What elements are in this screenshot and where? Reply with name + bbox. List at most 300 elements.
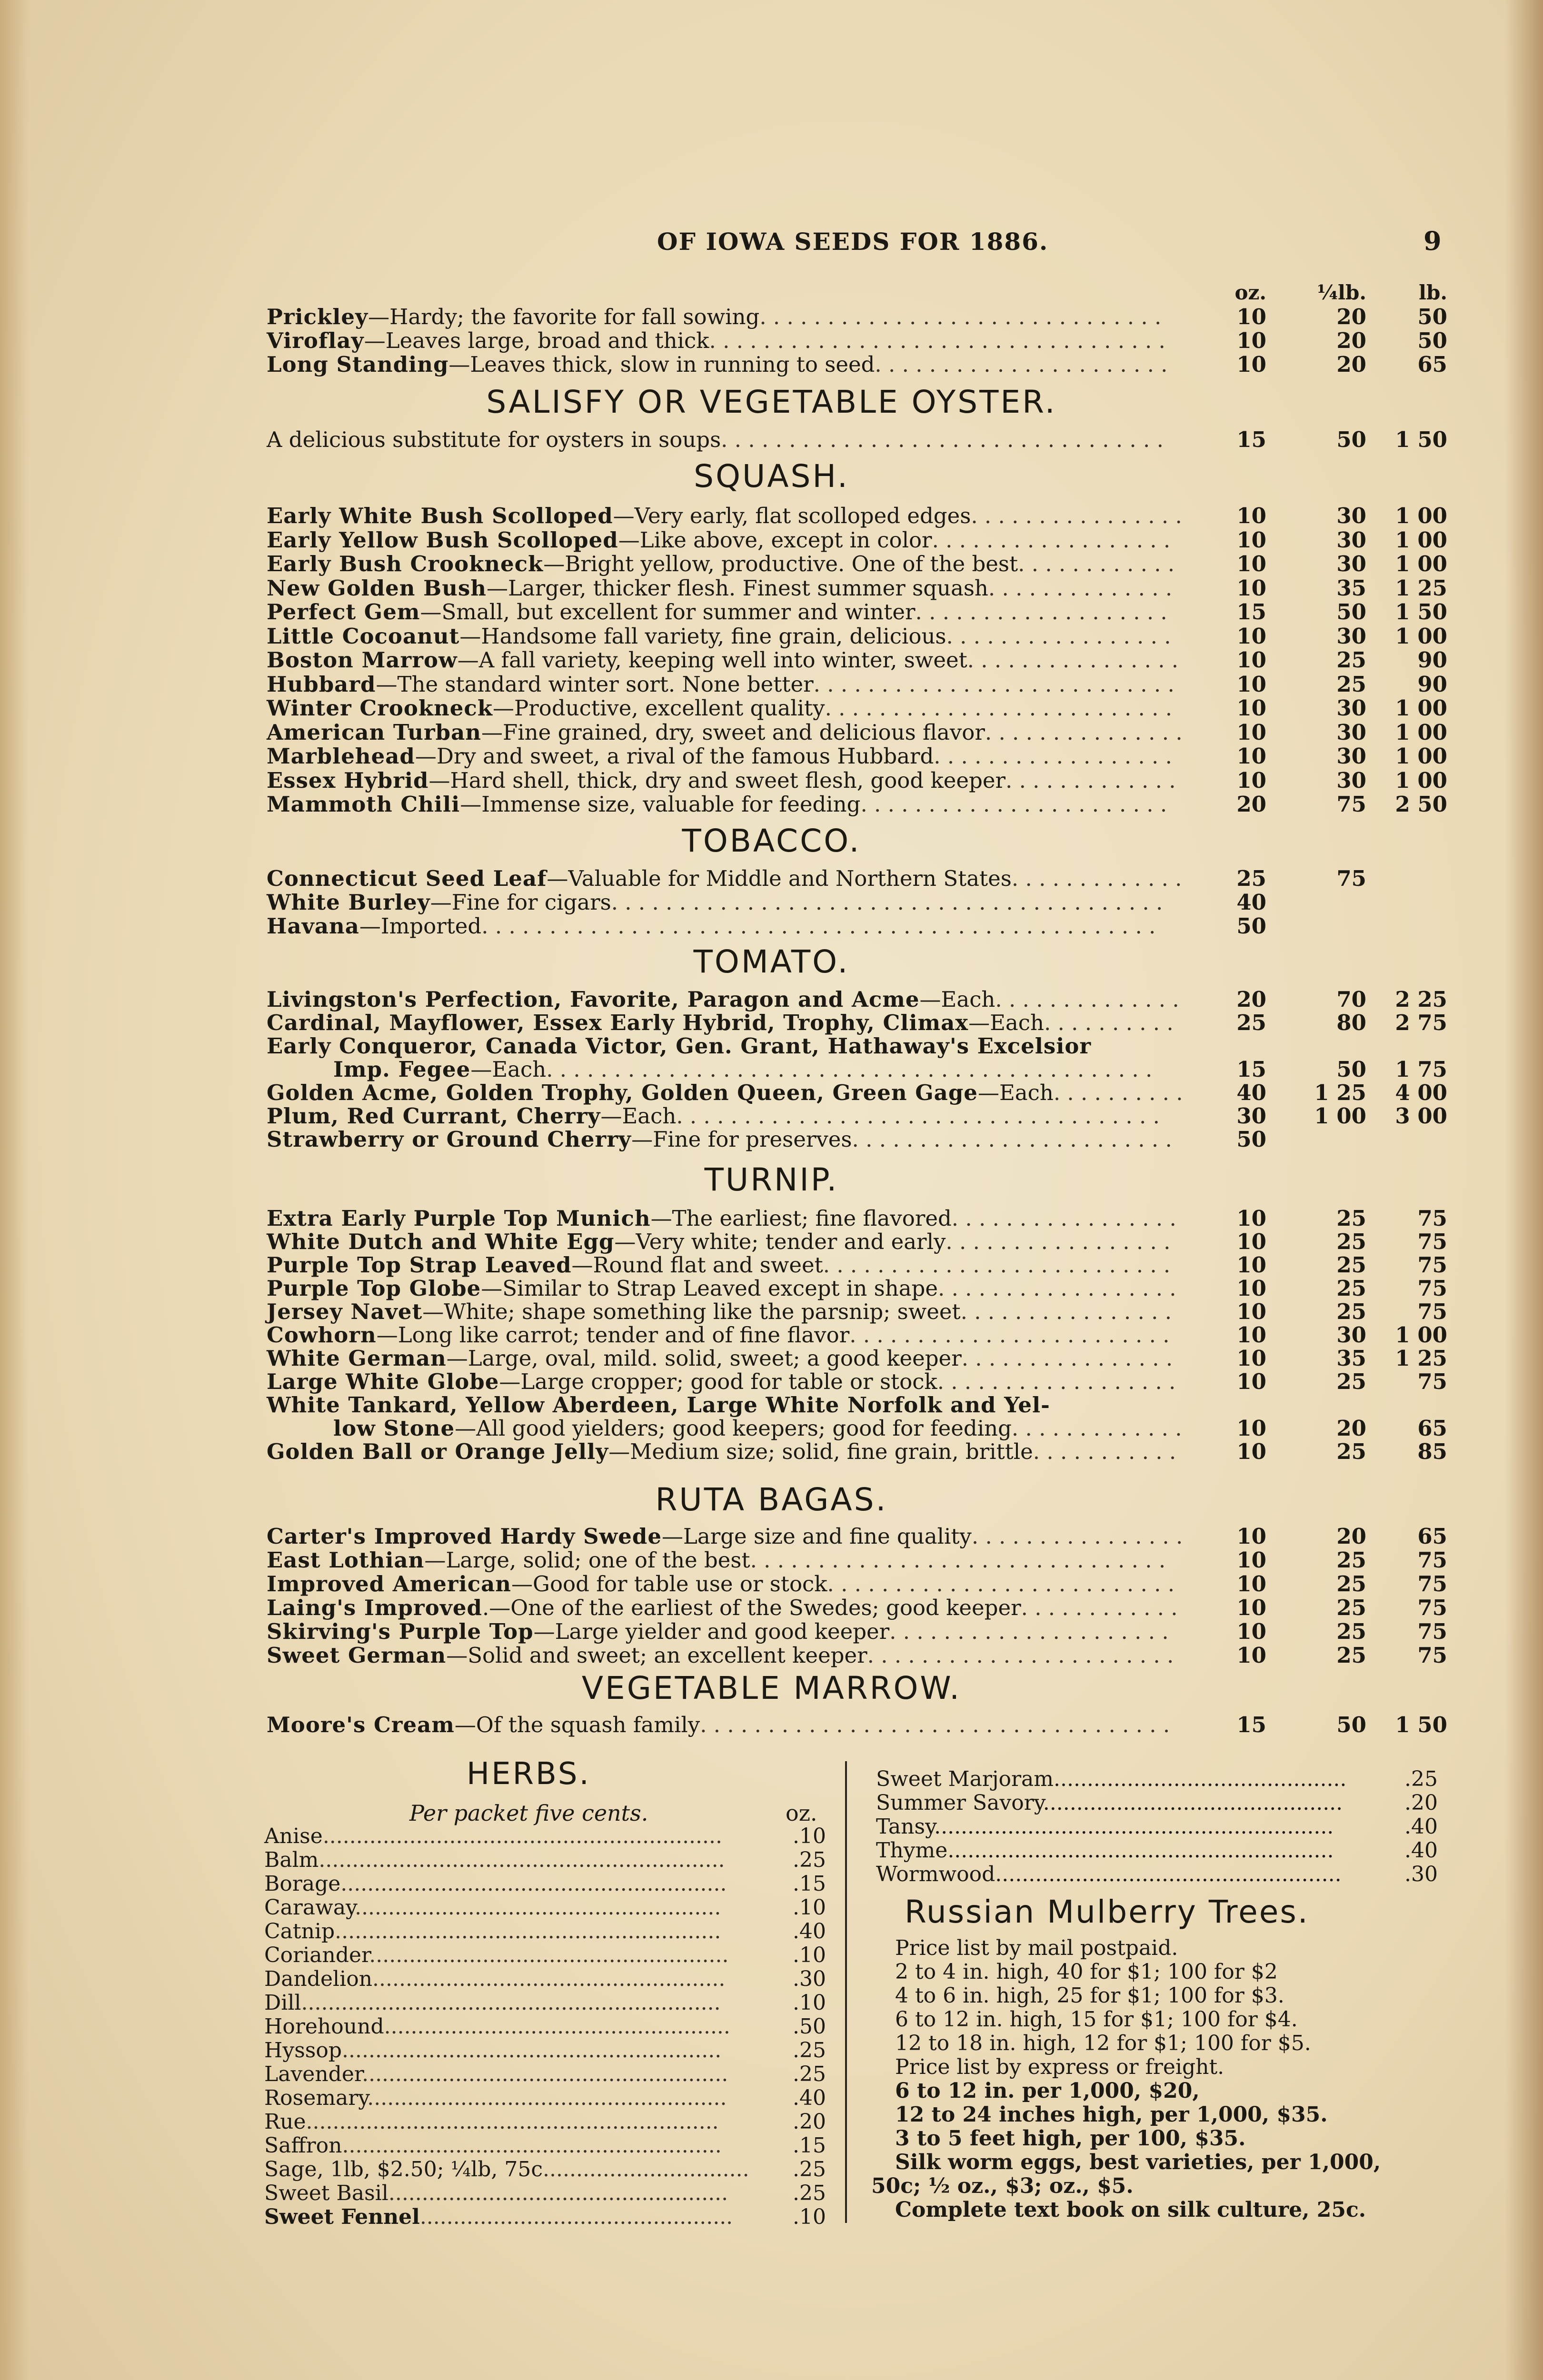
product-row (267, 1346, 1186, 1371)
dot-leader: ......................................................... (342, 2133, 722, 2158)
product-name: New Golden Bush (267, 575, 487, 601)
herbs-oz-label: oz. (786, 1800, 817, 1826)
price-oz: 15 (1236, 1712, 1266, 1737)
product-description: A delicious substitute for oysters in soups (267, 427, 721, 452)
price-oz: 10 (1236, 671, 1266, 697)
product-name: Viroflay (267, 328, 364, 353)
product-row (267, 1127, 1187, 1152)
herb-price: .25 (793, 2157, 826, 2182)
product-description: —Round flat and sweet (571, 1252, 823, 1278)
herb-name: Rue (264, 2110, 306, 2134)
product-name: White Dutch and White Egg (267, 1229, 615, 1254)
dot-leader: . . . . . . . . . . . . . . . . . . . . . . (875, 352, 1168, 377)
mulberry-line: Price list by express or freight. (895, 2055, 1224, 2079)
price-oz: 10 (1236, 695, 1266, 721)
price-oz: 10 (1236, 1229, 1266, 1254)
product-row (267, 1596, 1186, 1620)
product-name: Cowhorn (267, 1322, 377, 1348)
price-lb: 90 (1417, 647, 1447, 673)
product-description: —Hardy; the favorite for fall sowing (368, 304, 760, 329)
dot-leader: . . . . . . . . . . . . . . . . . (946, 624, 1171, 649)
herb-item (264, 2063, 826, 2086)
mulberry-line: 6 to 12 in. high, 15 for $1; 100 for $4. (895, 2007, 1298, 2032)
dot-leader: ...................................................... (367, 2086, 727, 2110)
product-name: Long Standing (267, 352, 449, 377)
dot-leader: ............................................ (1054, 1767, 1347, 1791)
product-row (267, 528, 1186, 553)
herb-price: .10 (793, 1824, 826, 1848)
product-row (267, 1369, 1187, 1394)
product-name: Skirving's Purple Top (267, 1619, 534, 1644)
product-name: Boston Marrow (267, 647, 458, 673)
dot-leader: . . . . . . . . . . . . . . . . (971, 1524, 1183, 1549)
product-row (267, 1619, 1186, 1644)
dot-leader: . . . . . . . . . . . . . . . . (967, 648, 1179, 673)
product-name: Plum, Red Currant, Cherry (267, 1103, 601, 1129)
product-row (267, 890, 1186, 915)
herb-price: .15 (793, 2133, 826, 2158)
price-qlb: 25 (1336, 1299, 1366, 1324)
price-qlb: 50 (1336, 427, 1366, 452)
price-lb: 2 25 (1395, 987, 1447, 1012)
product-row (267, 1230, 1186, 1254)
herb-item (876, 1791, 1438, 1815)
price-oz: 10 (1236, 328, 1266, 353)
column-head-quarter-lb: ¼lb. (1317, 281, 1366, 304)
product-row (267, 672, 1186, 697)
dot-leader: ............................................................ (934, 1815, 1334, 1839)
price-oz: 10 (1236, 1322, 1266, 1348)
herb-item (264, 2134, 826, 2158)
price-lb: 1 00 (1395, 1322, 1447, 1348)
product-name: Connecticut Seed Leaf (267, 866, 547, 891)
product-name: Marblehead (267, 744, 415, 769)
price-oz: 25 (1236, 866, 1266, 891)
dot-leader: . . . . . . . . . . . . . . . . . . . . . . . . . . . . . . . . . . . . . . . . . . . . . . . . . . (481, 914, 1156, 939)
product-name: Perfect Gem (267, 599, 420, 625)
price-qlb: 30 (1336, 527, 1366, 553)
product-row (267, 914, 1186, 939)
price-lb: 75 (1417, 1206, 1447, 1231)
product-name: Golden Acme, Golden Trophy, Golden Queen, Green Gage (267, 1080, 978, 1105)
price-qlb: 25 (1336, 1276, 1366, 1301)
price-lb: 65 (1417, 1416, 1447, 1441)
product-row (267, 720, 1186, 745)
price-qlb: 20 (1336, 352, 1366, 377)
herb-name: Balm (264, 1848, 319, 1872)
dot-leader: . . . . . . . . . . . . . . . . . . (934, 744, 1172, 769)
mulberry-line: Silk worm eggs, best varieties, per 1,000, (895, 2150, 1381, 2174)
product-row (267, 1439, 1186, 1464)
product-description: —A fall variety, keeping well into winter, sweet (457, 647, 967, 673)
dot-leader: ...................................................... (369, 1943, 729, 1967)
price-lb: 1 25 (1395, 1346, 1447, 1371)
herb-item (264, 2110, 826, 2134)
price-oz: 10 (1236, 1276, 1266, 1301)
price-qlb: 50 (1336, 1712, 1366, 1737)
product-row (267, 987, 1186, 1012)
herb-item (264, 2205, 826, 2229)
product-row (333, 1416, 1186, 1441)
product-name: Carter's Improved Hardy Swede (267, 1524, 662, 1549)
product-row (267, 744, 1186, 769)
product-row (267, 768, 1186, 793)
product-name: Improved American (267, 1571, 511, 1597)
product-name: Extra Early Purple Top Munich (267, 1206, 651, 1231)
column-head-lb: lb. (1419, 281, 1447, 304)
dot-leader: .......................................................... (340, 1872, 727, 1896)
price-qlb: 70 (1336, 987, 1366, 1012)
product-row (267, 1572, 1186, 1597)
dot-leader: . . . . . . . . . . . . . . . . . . (937, 1276, 1176, 1301)
price-oz: 10 (1236, 719, 1266, 745)
product-name: Imp. Fegee (333, 1057, 471, 1082)
herb-item (264, 1872, 826, 1896)
price-qlb: 25 (1336, 1206, 1366, 1231)
dot-leader: . . . . . . . . . . . . . . . . . . . . . . . . . . . . . . (759, 305, 1162, 329)
product-row (267, 1713, 1186, 1737)
product-name: Purple Top Strap Leaved (267, 1252, 572, 1278)
price-qlb: 30 (1336, 503, 1366, 528)
product-name: East Lothian (267, 1547, 425, 1573)
price-lb: 1 00 (1395, 719, 1447, 745)
product-row (267, 1253, 1186, 1278)
dot-leader: . . . . . . . . . . . . . . . . . . . . . . . . . . . . . . . (750, 1548, 1166, 1573)
product-description: —Very early, flat scolloped edges (613, 503, 971, 528)
price-qlb: 25 (1336, 1229, 1366, 1254)
product-name: Early White Bush Scolloped (267, 503, 613, 528)
dot-leader: . . . . . . . . . . . . . . . . (961, 1346, 1173, 1371)
herb-price: .25 (793, 2181, 826, 2205)
price-qlb: 30 (1336, 719, 1366, 745)
price-oz: 15 (1236, 1057, 1266, 1082)
price-qlb: 25 (1336, 1252, 1366, 1278)
product-description: —Each (470, 1057, 547, 1082)
herb-name: Hyssop (264, 2038, 342, 2063)
price-lb: 1 00 (1395, 767, 1447, 793)
mulberry-line: Complete text book on silk culture, 25c. (895, 2198, 1366, 2222)
dot-leader: ............................................................. (319, 1848, 725, 1872)
product-row (267, 1206, 1186, 1231)
dot-leader: ............................................................... (301, 1991, 721, 2015)
price-oz: 10 (1236, 767, 1266, 793)
price-qlb: 25 (1336, 1619, 1366, 1644)
price-qlb: 30 (1336, 551, 1366, 576)
product-description: —Large, solid; one of the best (424, 1547, 750, 1573)
price-lb: 1 50 (1395, 599, 1447, 625)
mulberry-line: 4 to 6 in. high, 25 for $1; 100 for $3. (895, 1983, 1284, 2008)
price-oz: 25 (1236, 1010, 1266, 1035)
herb-name: Caraway (264, 1895, 355, 1920)
price-oz: 10 (1236, 503, 1266, 528)
product-name: White Tankard, Yellow Aberdeen, Large White Norfolk and Yel- (267, 1392, 1050, 1418)
product-name: Laing's Improved (267, 1595, 482, 1620)
price-lb: 65 (1417, 1524, 1447, 1549)
running-head: OF IOWA SEEDS FOR 1886. (657, 228, 1049, 256)
section-title: SALISFY OR VEGETABLE OYSTER. (486, 384, 1057, 420)
product-description: —Long like carrot; tender and of fine flavor (376, 1322, 850, 1348)
price-oz: 30 (1236, 1103, 1266, 1129)
dot-leader: . . . . . . . . . . . . . . . . . . . . . . . (867, 1643, 1174, 1668)
section-title: TURNIP. (704, 1161, 839, 1198)
dot-leader: ............................................................ (322, 1824, 722, 1848)
product-description: —Very white; tender and early (614, 1229, 946, 1254)
mulberry-line: 12 to 18 in. high, 12 for $1; 100 for $5. (895, 2031, 1311, 2055)
mulberry-line: 3 to 5 feet high, per 100, $35. (895, 2126, 1246, 2151)
dot-leader: ................................................... (388, 2181, 728, 2205)
product-name: Large White Globe (267, 1369, 499, 1394)
herb-item (264, 2039, 826, 2063)
product-description: —Handsome fall variety, fine grain, delicious (459, 623, 946, 649)
herb-name: Anise (264, 1824, 323, 1848)
price-lb: 75 (1417, 1595, 1447, 1620)
herb-name: Sweet Marjoram (876, 1767, 1054, 1791)
product-description: —Each (977, 1080, 1054, 1105)
price-qlb: 1 00 (1314, 1103, 1366, 1129)
herb-item (264, 1896, 826, 1920)
product-name: Essex Hybrid (267, 767, 429, 793)
product-description: —Valuable for Middle and Northern States (547, 866, 1012, 891)
product-row (267, 1276, 1186, 1301)
price-lb: 1 00 (1395, 527, 1447, 553)
herb-price: .40 (793, 2086, 826, 2110)
dot-leader: ............................... (543, 2157, 749, 2182)
herb-price: .20 (793, 2110, 826, 2134)
herb-price: .25 (1404, 1767, 1438, 1791)
herb-price: .10 (793, 1895, 826, 1920)
herb-price: .40 (1404, 1815, 1438, 1839)
product-name: low Stone (333, 1416, 455, 1441)
product-name: Havana (267, 913, 359, 939)
price-oz: 10 (1236, 527, 1266, 553)
product-description: —Each (600, 1103, 677, 1129)
herb-price: .40 (1404, 1838, 1438, 1863)
section-title: TOMATO. (693, 943, 850, 980)
dot-leader: . . . . . . . . . . . . . (1011, 866, 1182, 891)
dot-leader: . . . . . . . . . . . . . . . . . . . . . . . . . . . . . . . . . (721, 427, 1164, 452)
price-oz: 10 (1236, 1416, 1266, 1441)
price-lb: 75 (1417, 1276, 1447, 1301)
product-name: American Turban (267, 719, 482, 745)
product-row (267, 648, 1186, 673)
herb-price: .15 (793, 1872, 826, 1896)
product-name: Livingston's Perfection, Favorite, Paragon and Acme (267, 987, 920, 1012)
dot-leader: . . . . . . . . . . . . . . . . . . . . . . . . . . . . . . . . . . (709, 328, 1165, 353)
dot-leader: ............................................... (419, 2205, 733, 2229)
price-qlb: 30 (1336, 623, 1366, 649)
product-name: White Burley (267, 890, 430, 915)
price-oz: 10 (1236, 551, 1266, 576)
herb-price: .30 (793, 1967, 826, 1991)
product-name: White German (267, 1346, 447, 1371)
price-qlb: 30 (1336, 744, 1366, 769)
dot-leader: .......................................................... (947, 1838, 1334, 1863)
price-qlb: 35 (1336, 575, 1366, 601)
price-oz: 10 (1236, 352, 1266, 377)
herb-item (264, 1991, 826, 2015)
dot-leader: . . . . . . . . . . . . . . . . . . . . . . . . . . . . . . . . . . . . . . . . . (611, 890, 1163, 915)
herb-item (876, 1815, 1438, 1839)
product-description: —Fine for preserves (631, 1127, 852, 1152)
product-description: —Medium size; solid, fine grain, brittle (608, 1439, 1033, 1464)
product-row (267, 328, 1186, 353)
price-oz: 10 (1236, 304, 1266, 329)
price-lb: 50 (1417, 304, 1447, 329)
product-name: Winter Crookneck (267, 695, 493, 721)
price-qlb: 20 (1336, 1524, 1366, 1549)
dot-leader: .................................................... (384, 2014, 730, 2039)
price-oz: 40 (1236, 890, 1266, 915)
dot-leader: . . . . . . . . . . . . . . . . . . (937, 1369, 1176, 1394)
price-lb: 75 (1417, 1369, 1447, 1394)
product-row (267, 552, 1186, 576)
product-name: Strawberry or Ground Cherry (267, 1127, 632, 1152)
product-description: —Like above, except in color (618, 527, 932, 553)
product-name: Sweet German (267, 1643, 447, 1668)
dot-leader: .......................................................... (335, 1919, 721, 1944)
price-lb: 75 (1417, 1643, 1447, 1668)
dot-leader: . . . . . . . . . . . . (1018, 552, 1175, 576)
price-qlb: 30 (1336, 1322, 1366, 1348)
price-qlb: 20 (1336, 328, 1366, 353)
price-lb: 1 75 (1395, 1057, 1447, 1082)
product-row (267, 866, 1187, 891)
price-oz: 40 (1236, 1080, 1266, 1105)
herb-price: .40 (793, 1919, 826, 1944)
price-lb: 75 (1417, 1252, 1447, 1278)
product-description: —Similar to Strap Leaved except in shape (481, 1276, 938, 1301)
herb-name: Rosemary (264, 2086, 368, 2110)
product-description: —Of the squash family (454, 1712, 700, 1737)
price-oz: 15 (1236, 427, 1266, 452)
price-qlb: 80 (1336, 1010, 1366, 1035)
price-lb: 50 (1417, 328, 1447, 353)
dot-leader: . . . . . . . . . . . . . . (995, 987, 1179, 1012)
product-description: —Productive, excellent quality (493, 695, 825, 721)
dot-leader: ..................................................... (372, 1967, 726, 1991)
price-oz: 10 (1236, 1369, 1266, 1394)
herbs-subtitle: Per packet five cents. (409, 1800, 648, 1826)
product-description: —The standard winter sort. None better (376, 671, 814, 697)
dot-leader: . . . . . . . . . . . . . . . . . . . . . . . . (852, 1127, 1172, 1152)
herb-item (264, 1848, 826, 1872)
dot-leader: . . . . . . . . . . . . . . . . . . (932, 527, 1171, 553)
herb-item (264, 2015, 826, 2039)
column-divider (845, 1761, 847, 2223)
product-description: —Fine grained, dry, sweet and delicious flavor (481, 719, 985, 745)
herb-name: Lavender (264, 2062, 362, 2086)
herb-name: Saffron (264, 2133, 342, 2158)
herb-item (876, 1863, 1438, 1886)
price-lb: 3 00 (1395, 1103, 1447, 1129)
product-description: —All good yielders; good keepers; good for feeding (455, 1416, 1012, 1441)
product-name: Golden Ball or Orange Jelly (267, 1439, 609, 1464)
herb-name: Summer Savory (876, 1791, 1043, 1815)
product-name: Purple Top Globe (267, 1276, 481, 1301)
price-lb: 75 (1417, 1571, 1447, 1597)
dot-leader: . . . . . . . . . . . . . . . . . . . . . . . . . . (827, 1572, 1175, 1597)
price-oz: 10 (1236, 1524, 1266, 1549)
price-lb: 1 00 (1395, 551, 1447, 576)
price-qlb: 25 (1336, 1571, 1366, 1597)
herb-name: Borage (264, 1872, 341, 1896)
product-name: Cardinal, Mayflower, Essex Early Hybrid, Trophy, Climax (267, 1010, 969, 1035)
product-name: Jersey Navet (267, 1299, 423, 1324)
section-title: RUTA BAGAS. (655, 1481, 888, 1518)
section-title: TOBACCO. (682, 823, 861, 859)
product-row (267, 305, 1186, 329)
price-oz: 10 (1236, 623, 1266, 649)
dot-leader: . . . . . . . . . . . . . (1005, 768, 1176, 793)
product-description: —Small, but excellent for summer and winter (420, 599, 916, 625)
product-name: Little Cocoanut (267, 623, 460, 649)
dot-leader: . . . . . . . . . . . . . . . . (971, 504, 1182, 528)
price-lb: 1 00 (1395, 695, 1447, 721)
herb-item (264, 1944, 826, 1967)
price-qlb: 30 (1336, 767, 1366, 793)
dot-leader: . . . . . . . . . . . . . (1011, 1416, 1182, 1441)
herb-item (264, 1920, 826, 1944)
price-qlb: 25 (1336, 1369, 1366, 1394)
price-oz: 50 (1236, 1127, 1266, 1152)
section-title: VEGETABLE MARROW. (581, 1670, 962, 1706)
product-row (267, 1011, 1186, 1035)
price-oz: 10 (1236, 575, 1266, 601)
dot-leader: . . . . . . . . . . . . . . . . . . . . . . . . . . (825, 696, 1173, 721)
herb-price: .20 (1404, 1791, 1438, 1815)
herb-price: .25 (793, 2062, 826, 2086)
price-oz: 20 (1236, 987, 1266, 1012)
product-description: —Large yielder and good keeper (533, 1619, 890, 1644)
dot-leader: . . . . . . . . . . . . . . . . (960, 1299, 1172, 1324)
price-oz: 10 (1236, 1571, 1266, 1597)
price-lb: 75 (1417, 1619, 1447, 1644)
herb-price: .50 (793, 2014, 826, 2039)
product-row (267, 1548, 1187, 1573)
product-row (267, 600, 1186, 625)
price-oz: 50 (1236, 913, 1266, 939)
price-oz: 20 (1236, 792, 1266, 817)
price-oz: 15 (1236, 599, 1266, 625)
mulberry-line: Price list by mail postpaid. (895, 1936, 1178, 1960)
price-lb: 75 (1417, 1299, 1447, 1324)
product-name: Early Yellow Bush Scolloped (267, 527, 618, 553)
product-name: Prickley (267, 304, 368, 329)
herb-name: Horehound (264, 2014, 384, 2039)
product-description: —Large size and fine quality (661, 1524, 972, 1549)
dot-leader: . . . . . . . . . . (1044, 1011, 1174, 1035)
product-description: —Good for table use or stock (511, 1571, 827, 1597)
product-row (267, 576, 1186, 601)
price-qlb: 30 (1336, 695, 1366, 721)
price-qlb: 35 (1336, 1346, 1366, 1371)
product-description: —Each (968, 1010, 1044, 1035)
page-number: 9 (1424, 226, 1442, 256)
product-description: —Dry and sweet, a rival of the famous Hubbard (415, 744, 934, 769)
product-name: Early Bush Crookneck (267, 551, 544, 576)
price-qlb: 25 (1336, 1547, 1366, 1573)
price-qlb: 25 (1336, 671, 1366, 697)
product-name: Hubbard (267, 671, 376, 697)
price-qlb: 25 (1336, 1595, 1366, 1620)
product-row (267, 1323, 1186, 1348)
dot-leader: .............................................................. (306, 2110, 719, 2134)
price-lb: 90 (1417, 671, 1447, 697)
dot-leader: ....................................................... (355, 1895, 721, 1920)
dot-leader: . . . . . . . . . . . . . . . . . . . . . . . . . . . . . . . . . . . (700, 1713, 1170, 1737)
price-lb: 1 00 (1395, 503, 1447, 528)
herb-price: .10 (793, 1943, 826, 1967)
